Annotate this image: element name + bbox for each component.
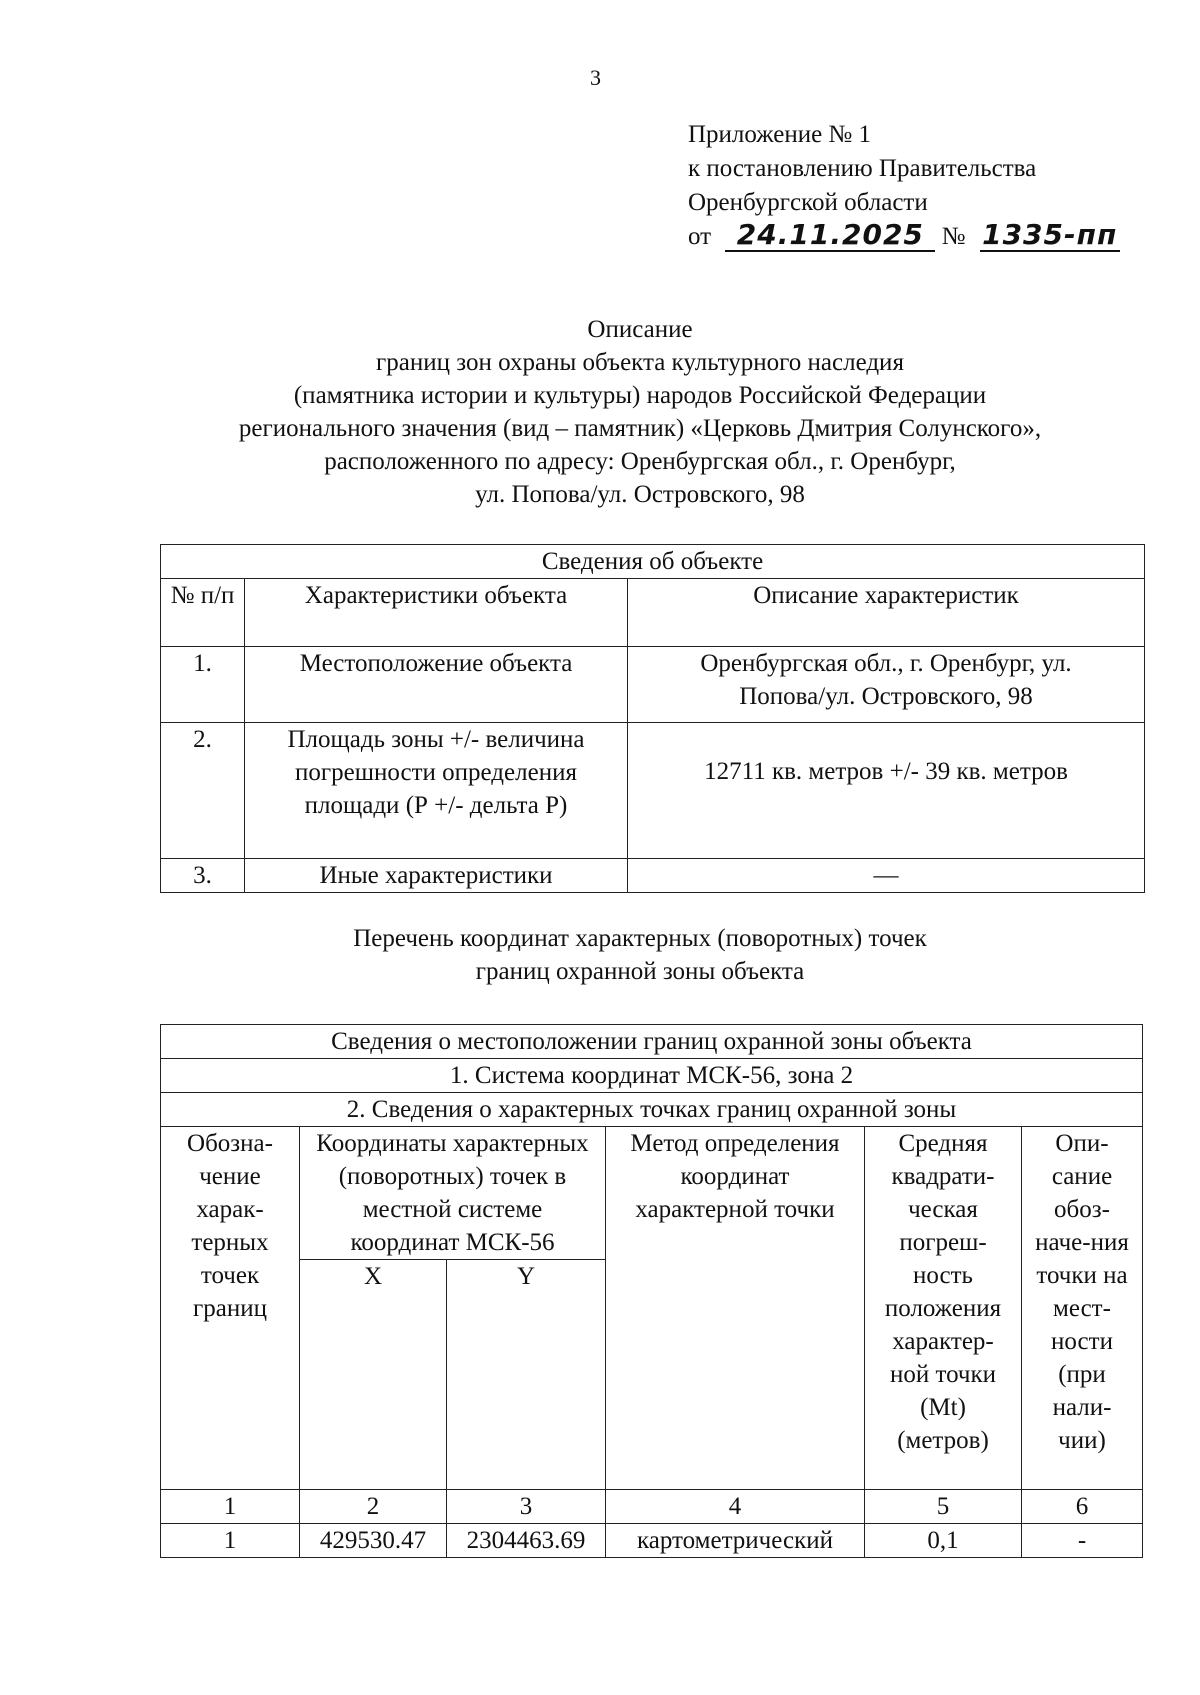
- header-characteristic: Характеристики объекта: [245, 579, 628, 647]
- row-num: 2.: [161, 723, 245, 859]
- appendix-block: [688, 118, 1168, 254]
- appendix-line-2: к постановлению Правительства: [688, 155, 1037, 182]
- header-y: Y: [447, 1260, 606, 1490]
- col-number: 4: [606, 1490, 865, 1524]
- coord-caption-3: 2. Сведения о характерных точках границ охранной зоны: [161, 1093, 1143, 1127]
- title-line: границ зон охраны объекта культурного наследия: [376, 349, 904, 376]
- title-line: (памятника истории и культуры) народов Российской Федерации: [293, 382, 987, 409]
- row-name: Иные характеристики: [245, 859, 628, 893]
- col-number: 1: [161, 1490, 300, 1524]
- row-num: 1.: [161, 647, 245, 723]
- coord-caption-2: 1. Система координат МСК-56, зона 2: [161, 1059, 1143, 1093]
- title-line: регионального значения (вид – памятник) «Церковь Дмитрия Солунского»,: [238, 415, 1042, 442]
- header-mean-error: Средняя квадрати-ческая погреш-ность положения характер-ной точки (Mt) (метров): [865, 1127, 1022, 1490]
- list-title-line-1: Перечень координат характерных (поворотных) точек: [353, 925, 927, 952]
- from-label: от: [688, 223, 712, 250]
- header-method: Метод определения координат характерной точки: [606, 1127, 865, 1490]
- cell-y: 2304463.69: [447, 1524, 606, 1558]
- header-x: X: [300, 1260, 447, 1490]
- header-point-description: Опи-сание обоз-наче-ния точки на мест-ности (при нали-чии): [1022, 1127, 1143, 1490]
- page-number: 3: [590, 65, 601, 90]
- col-number: 3: [447, 1490, 606, 1524]
- cell-point: 1: [161, 1524, 300, 1558]
- title-line: ул. Попова/ул. Островского, 98: [475, 481, 805, 508]
- header-point-designation: Обозна-чение харак-терных точек границ: [161, 1127, 300, 1490]
- header-num: № п/п: [161, 579, 245, 647]
- row-desc: Оренбургская обл., г. Оренбург, ул. Попова/ул. Островского, 98: [628, 647, 1145, 723]
- coord-caption-1: Сведения о местоположении границ охранной зоны объекта: [161, 1025, 1143, 1059]
- title-line: расположенного по адресу: Оренбургская обл., г. Оренбург,: [324, 448, 956, 475]
- handwritten-number: 1335-пп: [980, 220, 1120, 252]
- cell-method: картометрический: [606, 1524, 865, 1558]
- row-num: 3.: [161, 859, 245, 893]
- appendix-line-3: Оренбургской области: [688, 189, 928, 216]
- appendix-date-line: [688, 220, 1168, 254]
- row-desc: 12711 кв. метров +/- 39 кв. метров: [628, 723, 1145, 859]
- row-name: Площадь зоны +/- величина погрешности определения площади (Р +/- дельта Р): [245, 723, 628, 859]
- col-number: 2: [300, 1490, 447, 1524]
- col-number: 5: [865, 1490, 1022, 1524]
- row-desc: —: [628, 859, 1145, 893]
- cell-desc: -: [1022, 1524, 1143, 1558]
- coordinates-list-title: [160, 922, 1120, 988]
- title-line: Описание: [587, 316, 693, 343]
- header-description: Описание характеристик: [628, 579, 1145, 647]
- object-info-table: [160, 544, 1145, 893]
- cell-x: 429530.47: [300, 1524, 447, 1558]
- appendix-line-1: Приложение № 1: [688, 121, 872, 148]
- document-title: [160, 313, 1120, 511]
- cell-mt: 0,1: [865, 1524, 1022, 1558]
- object-table-caption: Сведения об объекте: [161, 545, 1145, 579]
- number-label: №: [941, 223, 966, 250]
- handwritten-date: 24.11.2025: [725, 220, 935, 252]
- header-coordinates: Координаты характерных (поворотных) точек в местной системе координат МСК-56: [300, 1127, 606, 1260]
- col-number: 6: [1022, 1490, 1143, 1524]
- list-title-line-2: границ охранной зоны объекта: [475, 958, 805, 985]
- row-name: Местоположение объекта: [245, 647, 628, 723]
- coordinates-table: [160, 1024, 1143, 1558]
